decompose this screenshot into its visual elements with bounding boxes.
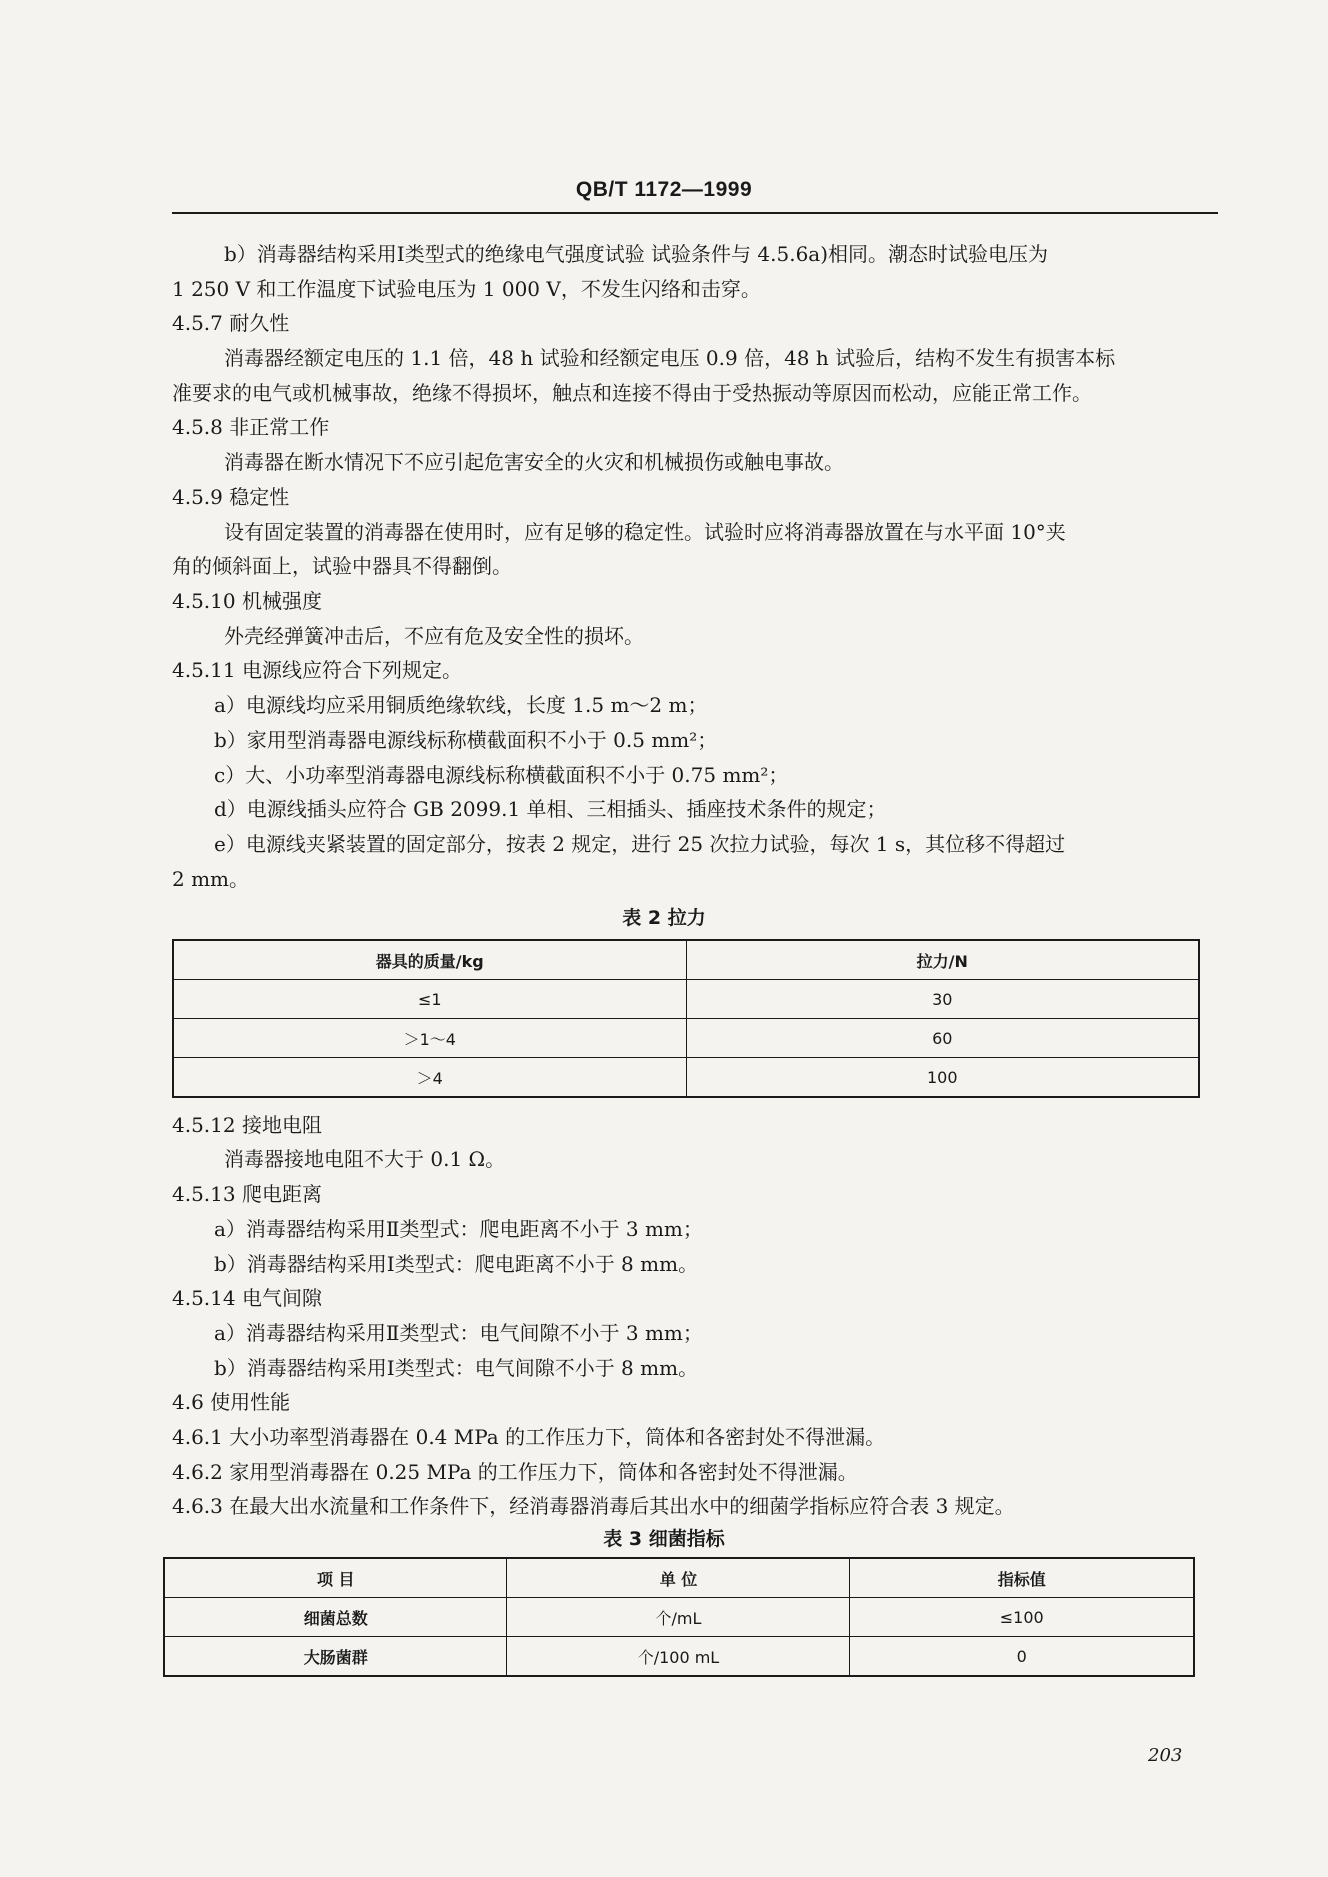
section-4-5-13-item-b: b）消毒器结构采用Ⅰ类型式：爬电距离不小于 8 mm。 xyxy=(214,1252,699,1276)
table-cell: ≤100 xyxy=(850,1598,1194,1637)
section-4-5-11-item-d: d）电源线插头应符合 GB 2099.1 单相、三相插头、插座技术条件的规定； xyxy=(214,797,887,821)
section-4-5-11-item-e-line-2: 2 mm。 xyxy=(172,867,250,891)
table-cell: 细菌总数 xyxy=(164,1598,507,1637)
section-4-5-12-line-1: 消毒器接地电阻不大于 0.1 Ω。 xyxy=(224,1147,506,1171)
table-cell: ＞4 xyxy=(173,1058,686,1098)
table-cell: 个/100 mL xyxy=(507,1637,850,1677)
table-2-header-mass: 器具的质量/kg xyxy=(173,940,686,980)
section-4-5-14-item-b: b）消毒器结构采用Ⅰ类型式：电气间隙不小于 8 mm。 xyxy=(214,1356,699,1380)
table-row xyxy=(173,1058,1199,1098)
section-4-6-2: 4.6.2 家用型消毒器在 0.25 MPa 的工作压力下，筒体和各密封处不得泄漏。 xyxy=(172,1460,858,1484)
section-4-5-12-heading: 4.5.12 接地电阻 xyxy=(172,1113,322,1137)
section-4-5-7-line-1: 消毒器经额定电压的 1.1 倍，48 h 试验和经额定电压 0.9 倍，48 h 试验后，结构不发生有损害本标 xyxy=(224,346,1116,370)
table-3-header-item: 项 目 xyxy=(164,1558,507,1598)
table-3-header-row xyxy=(164,1558,1194,1598)
section-4-6-3: 4.6.3 在最大出水流量和工作条件下，经消毒器消毒后其出水中的细菌学指标应符合表 3 规定。 xyxy=(172,1494,1015,1518)
table-2-header-row xyxy=(173,940,1199,980)
table-row xyxy=(164,1637,1194,1677)
table-cell: 大肠菌群 xyxy=(164,1637,507,1677)
table-3-bacteria-indicators xyxy=(163,1557,1195,1677)
section-4-5-9-heading: 4.5.9 稳定性 xyxy=(172,485,290,509)
table-row xyxy=(173,1019,1199,1058)
table-cell: ≤1 xyxy=(173,980,686,1019)
section-4-5-9-line-2: 角的倾斜面上，试验中器具不得翻倒。 xyxy=(172,554,512,578)
section-4-5-10-heading: 4.5.10 机械强度 xyxy=(172,589,322,613)
section-4-5-10-line-1: 外壳经弹簧冲击后，不应有危及安全性的损坏。 xyxy=(224,624,644,648)
header-rule xyxy=(172,212,1218,214)
table-3-header-value: 指标值 xyxy=(850,1558,1194,1598)
table-row xyxy=(173,980,1199,1019)
section-4-5-8-line-1: 消毒器在断水情况下不应引起危害安全的火灾和机械损伤或触电事故。 xyxy=(224,450,844,474)
section-4-5-14-item-a: a）消毒器结构采用Ⅱ类型式：电气间隙不小于 3 mm； xyxy=(214,1321,703,1345)
table-cell: 100 xyxy=(686,1058,1199,1098)
table-2-caption: 表 2 拉力 xyxy=(622,907,706,929)
page-number: 203 xyxy=(1148,1745,1183,1766)
table-3-caption: 表 3 细菌指标 xyxy=(603,1528,725,1550)
insulation-b-line-1: b）消毒器结构采用Ⅰ类型式的绝缘电气强度试验 试验条件与 4.5.6a)相同。潮态时试验电压为 xyxy=(224,242,1049,266)
table-3-header-unit: 单 位 xyxy=(507,1558,850,1598)
section-4-5-13-item-a: a）消毒器结构采用Ⅱ类型式：爬电距离不小于 3 mm； xyxy=(214,1217,703,1241)
section-4-5-14-heading: 4.5.14 电气间隙 xyxy=(172,1286,322,1310)
table-row xyxy=(164,1598,1194,1637)
section-4-5-11-item-c: c）大、小功率型消毒器电源线标称横截面积不小于 0.75 mm²； xyxy=(214,763,789,787)
table-2-header-force: 拉力/N xyxy=(686,940,1199,980)
section-4-5-13-heading: 4.5.13 爬电距离 xyxy=(172,1182,322,1206)
section-4-5-7-heading: 4.5.7 耐久性 xyxy=(172,311,290,335)
table-2-pulling-force xyxy=(172,939,1200,1098)
table-cell: 60 xyxy=(686,1019,1199,1058)
table-cell: 0 xyxy=(850,1637,1194,1677)
table-cell: 30 xyxy=(686,980,1199,1019)
document-code-header: QB/T 1172—1999 xyxy=(575,178,753,201)
section-4-5-11-heading: 4.5.11 电源线应符合下列规定。 xyxy=(172,658,462,682)
insulation-b-line-2: 1 250 V 和工作温度下试验电压为 1 000 V，不发生闪络和击穿。 xyxy=(172,277,761,301)
section-4-5-11-item-b: b）家用型消毒器电源线标称横截面积不小于 0.5 mm²； xyxy=(214,728,718,752)
section-4-5-11-item-a: a）电源线均应采用铜质绝缘软线，长度 1.5 m～2 m； xyxy=(214,693,708,717)
table-cell: 个/mL xyxy=(507,1598,850,1637)
section-4-6-1: 4.6.1 大小功率型消毒器在 0.4 MPa 的工作压力下，筒体和各密封处不得泄漏。 xyxy=(172,1425,886,1449)
section-4-5-8-heading: 4.5.8 非正常工作 xyxy=(172,415,330,439)
section-4-5-9-line-1: 设有固定装置的消毒器在使用时，应有足够的稳定性。试验时应将消毒器放置在与水平面 10°夹 xyxy=(224,520,1066,544)
section-4-5-11-item-e-line-1: e）电源线夹紧装置的固定部分，按表 2 规定，进行 25 次拉力试验，每次 1 s，其位移不得超过 xyxy=(214,832,1066,856)
section-4-6-heading: 4.6 使用性能 xyxy=(172,1390,291,1414)
table-cell: ＞1～4 xyxy=(173,1019,686,1058)
section-4-5-7-line-2: 准要求的电气或机械事故，绝缘不得损坏，触点和连接不得由于受热振动等原因而松动，应能正常工作。 xyxy=(172,381,1092,405)
